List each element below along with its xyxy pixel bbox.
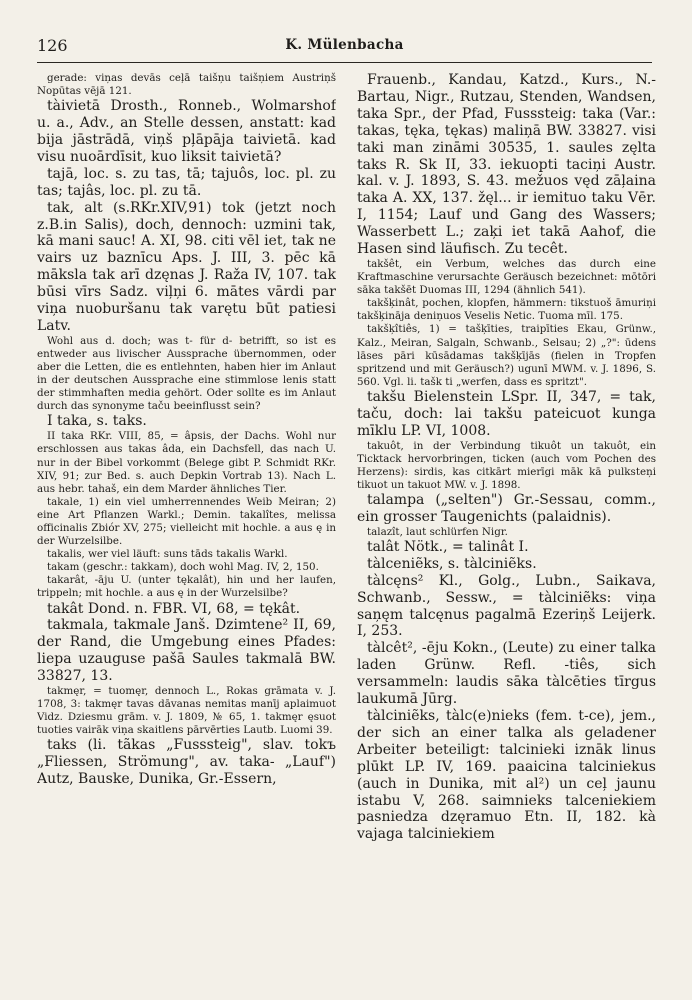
dictionary-entry: takšêt, ein Verbum, welches das durch eine Kraftmaschine verursachte Geräusch bezeichnet: mōtōri sāka takšēt Duomas III, 1294 (ähnlich 541).: [357, 257, 656, 297]
dictionary-entry: takmala, takmale Janš. Dzimtene² II, 69, der Rand, die Umgebung eines Pfades: liepa uzauguse pašā Saules takmalā BW. 33827, 13.: [37, 617, 336, 685]
dictionary-entry: Frauenb., Kandau, Katzd., Kurs., N.-Bartau, Nigr., Rutzau, Stenden, Wandsen, taka Spr., der Pfad, Fusssteig: taka (Var.: takas, tęka, tękas) maliņā BW. 33827. visi taki man zināmi 30535, 1. saules zęlta taks R. Sk II, 33. iekuopti taciņi Austr. kal. v. J. 1893, S. 43. mežuos vęd zāļaina taka A. XX, 137. žęl... ir iemituo taku Vēr. I, 1154; Lauf und Gang des Wassers; Wasserbett L.; zaķi iet takā Aahof, die Hasen sind läufisch. Zu tecêt.: [357, 72, 656, 258]
dictionary-entry: Wohl aus d. doch; was t- für d- betrifft, so ist es entweder aus livischer Aussprache übernommen, oder aber die Letten, die es entlehnten, haben hier im Anlaut in der deutschen Aussprache eine stimmlose lenis statt der stimmhaften media gehört. Oder sollte es im Anlaut durch das synonyme taču beeinflusst sein?: [37, 334, 336, 413]
running-title: K. Mülenbacha: [285, 37, 404, 53]
dictionary-entry: takuôt, in der Verbindung tikuôt un takuôt, ein Ticktack hervorbringen, ticken (auch vom Pochen des Herzens): sirdis, kas citkārt mierīgi māk kā pulksteņi tikuot un takuot MW. v. J. 1898.: [357, 439, 656, 491]
dictionary-entry: takarât, -āju U. (unter tękalât), hin und her laufen, trippeln; mit hochle. a aus ę in der Wurzelsilbe?: [37, 574, 336, 600]
dictionary-entry: I taka, s. taks.: [47, 413, 147, 430]
dictionary-entry: tajā, loc. s. zu tas, tā; tajuôs, loc. pl. zu tas; tajâs, loc. pl. zu tā.: [37, 165, 336, 199]
right-column: [357, 72, 656, 843]
left-column: [37, 72, 336, 788]
dictionary-entry: takalis, wer viel läuft: suns tāds takalis Warkl.: [47, 548, 288, 561]
dictionary-entry: tàivietā Drosth., Ronneb., Wolmarshof u. a., Adv., an Stelle dessen, anstatt: kad bija jāstrādā, viņš pļāpāja taivietā. kad visu nuoārdīsit, kuo liksit taivietā?: [37, 98, 336, 165]
dictionary-entry: talât Nötk., = talinât I.: [367, 538, 529, 555]
dictionary-entry: tàlceniẽks, s. tàlciniẽks.: [367, 555, 537, 572]
header-rule: [37, 62, 652, 63]
dictionary-entry: takšķîtiês, 1) = tašķīties, traipīties Ekau, Grünw., Kalz., Meiran, Salgaln, Schwanb., Selsau; 2) „?": ūdens lāses pāri kūsādamas takšķījās (fielen in Tropfen spritzend und mit Geräusch?) ugunī MWM. v. J. 1896, S. 560. Vgl. li. tašk ti „werfen, dass es spritzt".: [357, 323, 656, 388]
dictionary-entry: tàlciniẽks, tàlc(e)nieks (fem. t-ce), jem., der sich an einer talka als geladener Arbeiter beteiligt: talcinieki iznāk linus plūkt LP. IV, 169. paaicina talciniekus (auch in Dunika, mit al²) un ceļ jaunu istabu V, 268. saimnieks talceniekiem pasniedza dzęramuo Etn. II, 182. kà vajaga talciniekiem: [357, 707, 656, 843]
dictionary-entry: takât Dond. n. FBR. VI, 68, = tękât.: [47, 600, 301, 617]
dictionary-entry: tàlcęns² Kl., Golg., Lubn., Saikava, Schwanb., Sessw., = tàlciniẽks: viņa saņęm talcęnus pagalmā Ezeriņš Leijerk. I, 253.: [357, 572, 656, 640]
dictionary-entry: talazît, laut schlürfen Nigr.: [367, 525, 508, 538]
dictionary-entry: talampa („selten") Gr.-Sessau, comm., ein grosser Taugenichts (palaidnis).: [357, 492, 656, 525]
dictionary-entry: taks (li. tãkas „Fusssteig", slav. tokъ „Fliessen, Strömung", av. taka- „Lauf") Autz, Bauske, Dunika, Gr.-Essern,: [37, 737, 336, 788]
dictionary-entry: tàlcêt², -ēju Kokn., (Leute) zu einer talka laden Grünw. Refl. -tiês, sich versammeln: laudis sāka tàlcēties tīrgus laukumā Jūrg.: [357, 640, 656, 708]
dictionary-entry: takale, 1) ein viel umherrennendes Weib Meiran; 2) eine Art Pflanzen Warkl.; Demin. takalîtes, melissa officinalis Zbiór XV, 275; vielleicht mit hochle. a aus ę in der Wurzelsilbe.: [37, 495, 336, 548]
dictionary-entry: takam (geschr.: takkam), doch wohl Mag. IV, 2, 150.: [47, 561, 319, 574]
dictionary-entry: takšu Bielenstein LSpr. II, 347, = tak, taču, doch: lai takšu pateicuot kunga mīklu LP. VI, 1008.: [357, 388, 656, 439]
dictionary-entry: takmęr, = tuomęr, dennoch L., Rokas grāmata v. J. 1708, 3: takmęr tavas dāvanas nemitas manīj aplaimuot Vidz. Dziesmu grām. v. J. 1809, № 65, 1. takmęr ęsuot tuoties vairāk viņa skaitlens pārvērties Lautb. Luomi 39.: [37, 685, 336, 737]
dictionary-entry: gerade: viņas devās ceļā taišņu taišņiem Austriņš Nopūtas vējā 121.: [37, 72, 336, 98]
page-number: 126: [37, 36, 68, 55]
dictionary-entry: takšķinât, pochen, klopfen, hämmern: tikstuoš āmuriņi takšķināja deniņuos Veselis Netic. Tuoma mīl. 175.: [357, 297, 656, 323]
page-header: [37, 36, 652, 56]
dictionary-entry: II taka RKr. VIII, 85, = âpsis, der Dachs. Wohl nur erschlossen aus takas âda, ein Dachsfell, das nach U. nur in der Bibel vorkommt (Belege gibt P. Schmidt RKr. XIV, 91; zur Bed. s. auch Depkin Vortrab 13). Nach L. aus hebr. tahaš, ein dem Marder ähnliches Tier.: [37, 430, 336, 495]
dictionary-entry: tak, alt (s.RKr.XIV,91) tok (jetzt noch z.B.in Salis), doch, dennoch: uzmini tak, kā mani sauc! A. XI, 98. citi vēl iet, tak ne vairs uz baznīcu Aps. J. III, 3. pēc kā māksla tak arī dzęnas J. Raža IV, 107. tak būsi vīrs Sadz. viļņi 6. mātes vārdi par viņa nuoburšanu tak varętu būt patiesi Latv.: [37, 199, 336, 334]
